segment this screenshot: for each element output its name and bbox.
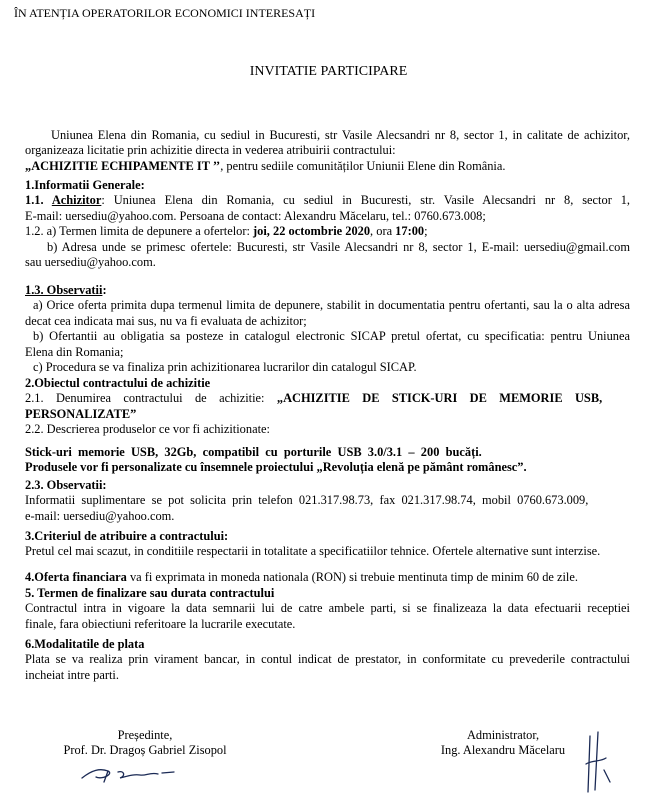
section-payment xyxy=(25,637,630,683)
signature-block-right xyxy=(398,728,608,759)
duration-line: finale, fara obiectiuni referitoare la lucrarile executate. xyxy=(25,616,296,631)
intro-text: , pentru sediile comunităților Uniunii Elene din România. xyxy=(220,158,506,173)
financial-text: va fi exprimata in moneda nationala (RON) si trebuie mentinuta timp de minim 60 de zile. xyxy=(126,570,578,584)
deadline-date: joi, 22 octombrie 2020 xyxy=(253,224,371,239)
address-line: b) Adresa unde se primesc ofertele: Bucuresti, str Vasile Alecsandri nr 8, sector 1, E-mail: uersediu@gmail.com xyxy=(47,239,630,254)
signatory-name: Ing. Alexandru Măcelaru xyxy=(440,743,566,758)
observation-line: decat cea indicata mai sus, nu va fi evaluata de achizitor; xyxy=(25,313,307,328)
description-label: 2.2. Descrierea produselor ce vor fi achizitionate: xyxy=(25,422,270,437)
project-name: „Revoluția elenă pe pământ românesc” xyxy=(316,460,524,475)
contact-line: e-mail: uersediu@yahoo.com. xyxy=(25,508,175,523)
contract-name-line xyxy=(25,391,630,406)
contract-title-cont: PERSONALIZATE” xyxy=(25,406,137,421)
intro-line: organizeaza licitatie prin achizitie directa in vederea atribuirii contractului: xyxy=(25,143,396,158)
contract-title: „ACHIZITIE DE STICK-URI DE MEMORIE USB, xyxy=(276,391,603,406)
personalization-text: Produsele vor fi personalizate cu însemnele proiectului xyxy=(25,460,317,475)
achizitor-text: : Uniunea Elena din Romania, cu sediul in Bucuresti, str. Vasile Alecsandri nr 8, sector 1, xyxy=(101,193,631,208)
section-financial-offer xyxy=(25,570,630,585)
section-heading: 1.Informatii Generale: xyxy=(25,178,145,192)
observation-line: Elena din Romania; xyxy=(25,344,124,359)
heading-text: 1.3. Observatii xyxy=(25,283,103,297)
header-notice: ÎN ATENȚIA OPERATORILOR ECONOMICI INTERESAȚI xyxy=(14,6,316,20)
section-heading: 3.Criteriul de atribuire a contractului: xyxy=(25,529,229,543)
section-observations xyxy=(25,283,630,375)
achizitor-line xyxy=(25,193,630,208)
signatory-name: Prof. Dr. Dragoș Gabriel Zisopol xyxy=(63,743,227,758)
section-heading: 6.Modalitatile de plata xyxy=(25,637,145,651)
observation-line: b) Ofertantii au obligatia sa posteze in catalogul electronic SICAP pretul ofertat, cu specificatia: pentru Uniunea xyxy=(33,329,630,344)
deadline-time: 17:00 xyxy=(395,224,425,239)
criteria-text: Pretul cel mai scazut, in conditiile respectarii in totalitate a specificatiilor tehnice. Ofertele alternative sunt interzise. xyxy=(25,544,601,559)
signature-left xyxy=(78,760,178,786)
deadline-end: ; xyxy=(424,224,428,239)
deadline-label: 1.2. a) Termen limita de depunere a ofertelor: xyxy=(25,224,254,239)
observation-line: a) Orice oferta primita dupa termenul limita de depunere, stabilit in documentatia pentru ofertanti, sau la o alta adresa xyxy=(33,298,630,313)
contract-label: 2.1. Denumirea contractului de achizitie: xyxy=(25,391,277,406)
product-personalization xyxy=(25,460,630,475)
section-award-criteria xyxy=(25,529,630,560)
contact-line: Informatii suplimentare se pot solicita prin telefon 021.317.98.73, fax 021.317.98.74, mobil 0760.673.009, xyxy=(25,493,589,508)
section-heading: 2.3. Observatii: xyxy=(25,478,107,492)
intro-line xyxy=(25,159,630,174)
section-observations-2 xyxy=(25,478,630,524)
observation-line: c) Procedura se va finaliza prin achizitionarea lucrarilor din catalogul SICAP. xyxy=(33,360,417,375)
item-number: 1.1. xyxy=(25,193,52,208)
section-contract-object xyxy=(25,376,630,475)
product-spec: Stick-uri memorie USB, 32Gb, compatibil cu porturile USB 3.0/3.1 – 200 bucăți. xyxy=(25,444,482,459)
signatory-role: Președinte, xyxy=(117,728,173,742)
financial-line xyxy=(25,570,630,585)
period: . xyxy=(523,460,527,475)
page-title: INVITATIE PARTICIPARE xyxy=(249,64,408,79)
section-heading xyxy=(25,283,630,298)
address-line: sau uersediu@yahoo.com. xyxy=(25,255,156,270)
signature-right xyxy=(582,730,612,796)
section-duration xyxy=(25,586,630,632)
payment-line: incheiat intre parti. xyxy=(25,667,119,682)
deadline-sep: , ora xyxy=(370,224,396,239)
section-heading: 2.Obiectul contractului de achizitie xyxy=(25,376,211,390)
payment-line: Plata se va realiza prin virament bancar, in contul indicat de prestator, in conformitate cu prevederile contractului xyxy=(25,652,630,667)
intro-line: Uniunea Elena din Romania, cu sediul in Bucuresti, str Vasile Alecsandri nr 8, sector 1, in calitate de achizitor, xyxy=(51,128,630,142)
heading-colon: : xyxy=(102,283,107,297)
signature-block-left xyxy=(40,728,250,759)
signatory-role: Administrator, xyxy=(466,728,540,742)
deadline-line xyxy=(25,224,630,239)
section-heading: 5. Termen de finalizare sau durata contractului xyxy=(25,586,275,600)
intro-paragraph xyxy=(25,128,630,174)
achizitor-contact: E-mail: uersediu@yahoo.com. Persoana de contact: Alexandru Măcelaru, tel.: 0760.673.008; xyxy=(25,208,486,223)
section-general-info xyxy=(25,178,630,270)
duration-line: Contractul intra in vigoare la data semnarii lui de catre ambele parti, si se finalizeaza la data efectuarii receptiei xyxy=(25,601,630,616)
contract-name: „ACHIZITIE ECHIPAMENTE IT ’’ xyxy=(25,158,221,173)
achizitor-label: Achizitor xyxy=(51,193,102,208)
section-heading: 4.Oferta financiara xyxy=(25,570,127,584)
